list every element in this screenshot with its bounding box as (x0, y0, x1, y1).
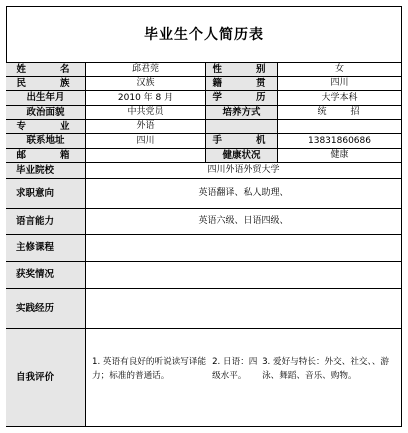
value-school: 四川外语外贸大学 (86, 163, 402, 179)
value-job-intention: 英语翻译、私人助理、 (86, 179, 402, 209)
value-name: 邱君莞 (86, 63, 206, 77)
label-job-intention: 求职意向 (6, 179, 86, 209)
document-title: 毕业生个人简历表 (6, 6, 402, 63)
label-mobile: 手 机 (206, 134, 278, 149)
label-practice: 实践经历 (6, 289, 86, 329)
label-awards: 获奖情况 (6, 262, 86, 289)
self-evaluation-line-3: 3. 爱好与特长：外交、社交、、游泳、舞蹈、音乐、购物。 (262, 357, 390, 381)
label-training-mode: 培养方式 (206, 106, 278, 120)
value-ethnicity: 汉族 (86, 77, 206, 91)
value-native-place: 四川 (278, 77, 402, 91)
value-education: 大学本科 (278, 91, 402, 106)
value-language-ability: 英语六级、日语四级、 (86, 209, 402, 235)
label-health: 健康状况 (206, 149, 278, 163)
value-training-mode: 统 招 (278, 106, 402, 120)
value-mobile: 13831860686 (278, 134, 402, 149)
self-evaluation-line-1: 1. 英语有良好的听说读写译能力；标准的普通话。 (92, 357, 207, 381)
value-birth-date: 2010 年 8 月 (86, 91, 206, 106)
value-major: 外语 (86, 120, 206, 134)
value-courses (86, 235, 402, 262)
label-email: 邮 箱 (6, 149, 86, 163)
value-contact-address: 四川 (86, 134, 206, 149)
label-contact-address: 联系地址 (6, 134, 86, 149)
value-awards (86, 262, 402, 289)
label-name: 姓 名 (6, 63, 86, 77)
label-school: 毕业院校 (6, 163, 86, 179)
label-education: 学 历 (206, 91, 278, 106)
label-courses: 主修课程 (6, 235, 86, 262)
label-political-status: 政治面貌 (6, 106, 86, 120)
label-ethnicity: 民 族 (6, 77, 86, 91)
label-birth-date: 出生年月 (6, 91, 86, 106)
label-language-ability: 语言能力 (6, 209, 86, 235)
value-empty (278, 120, 402, 134)
self-evaluation-line-2: 2. 日语：四级水平。 (212, 357, 258, 381)
self-evaluation-text (86, 329, 402, 427)
label-self-evaluation: 自我评价 (6, 329, 86, 427)
label-major: 专 业 (6, 120, 86, 134)
label-gender: 性 别 (206, 63, 278, 77)
value-gender: 女 (278, 63, 402, 77)
label-native-place: 籍 贯 (206, 77, 278, 91)
resume-document (6, 6, 402, 427)
value-health: 健康 (278, 149, 402, 163)
value-practice (86, 289, 402, 329)
value-political-status: 中共党员 (86, 106, 206, 120)
value-email (86, 149, 206, 163)
label-empty (206, 120, 278, 134)
